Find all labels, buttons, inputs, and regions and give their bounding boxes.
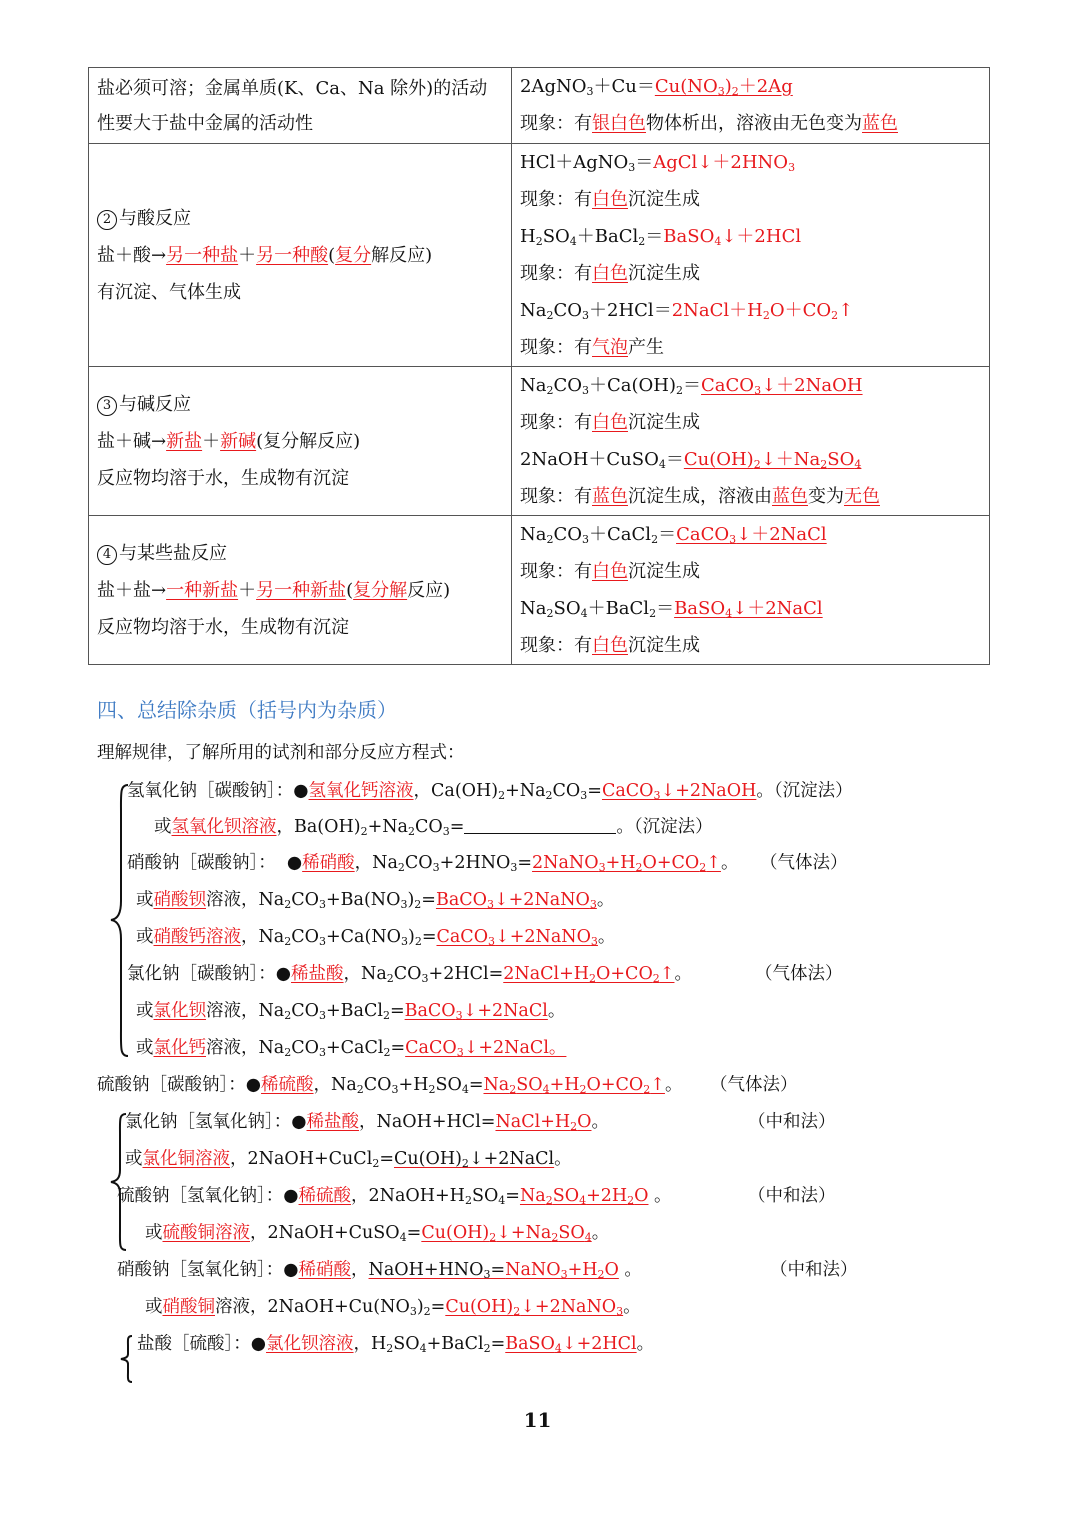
method-label: （中和法） [748,1186,836,1206]
purification-item: 或氢氧化钡溶液，$Ba(OH)_2+Na_2CO_3=$ 。（沉淀法） [154,817,713,838]
table-row [89,68,990,144]
condition-line: 性要大于盐中金属的活动性 [97,113,313,134]
method-label: （气体法） [710,1075,798,1095]
equation-line: $Na_2CO_3+Ca(OH)_2=CaCO_3↓+2NaOH$ [520,375,863,397]
circled-number: 2 [97,210,117,230]
intro-text: 理解规律，了解所用的试剂和部分反应方程式： [97,743,465,763]
purification-item: 硝酸钠［碳酸钠］： ●稀硝酸，$Na_2CO_3+2HNO_3=2NaNO_3+H_2O+CO_2↑$。 [127,853,739,874]
circled-number: 3 [97,396,117,416]
purification-item: 氯化钠［氢氧化钠］：●稀盐酸，$NaOH+HCl=NaCl+H_2O$。 [125,1112,609,1133]
purification-item: 氯化钠［碳酸钠］：●稀盐酸，$Na_2CO_3+2HCl=2NaCl+H_2O+CO_2↑$。 [127,964,692,985]
method-label: （气体法） [760,853,848,873]
condition-cell [89,367,512,516]
method-label: （中和法） [748,1112,836,1132]
table-row [89,516,990,665]
purification-item: 或氯化铜溶液，$2NaOH+CuCl_2=Cu(OH)_2↓+2NaCl$。 [125,1149,572,1170]
rule-line: 盐＋盐→一种新盐＋另一种新盐(复分解反应) [97,579,451,601]
equation-line: $H_2SO_4+BaCl_2=BaSO_4↓+2HCl$ [520,226,802,248]
equation-line: $HCl+AgNO_3=AgCl↓+2HNO_3$ [520,152,796,174]
reactions-table [88,67,990,665]
section-title: 2 与酸反应 [97,200,503,237]
purification-item: 或硝酸铜溶液，$2NaOH+Cu(NO_3)_2=Cu(OH)_2↓+2NaNO_3$。 [145,1297,641,1318]
condition-cell [89,144,512,367]
purification-item: 盐酸［硫酸］：●氯化钡溶液，$H_2SO_4+BaCl_2=BaSO_4↓+2HCl$。 [137,1334,655,1355]
equation-cell [512,68,990,144]
method-label: （中和法） [770,1260,858,1280]
purification-item: 硫酸钠［氢氧化钠］：●稀硫酸，$2NaOH+H_2SO_4=Na_2SO_4+2H_2O$ 。 [117,1186,672,1207]
purification-item: 硝酸钠［氢氧化钠］：●稀硝酸，$NaOH+HNO_3=NaNO_3+H_2O$ 。 [117,1260,642,1281]
purification-item: 或硝酸钡溶液，$Na_2CO_3+Ba(NO_3)_2=BaCO_3↓+2NaNO_3$。 [136,890,615,911]
observation-line: 现象：有银白色物体析出，溶液由无色变为蓝色 [520,113,898,134]
equation-cell [512,144,990,367]
equation-cell [512,516,990,665]
rule-line: 盐＋酸→另一种盐＋另一种酸(复分解反应) [97,244,433,266]
condition-cell [89,516,512,665]
purification-item: 或氯化钙溶液，$Na_2CO_3+CaCl_2=CaCO_3↓+2NaCl$。 [136,1038,567,1059]
method-label: （气体法） [755,964,843,984]
equation-cell [512,367,990,516]
purification-item: 或氯化钡溶液，$Na_2CO_3+BaCl_2=BaCO_3↓+2NaCl$。 [136,1001,566,1022]
condition-cell [89,68,512,144]
equation-line: $2AgNO_3+Cu=Cu(NO_3)_2+2Ag$ [520,76,793,98]
page-number: 11 [523,1408,552,1432]
condition-line: 盐必须可溶；金属单质(K、Ca、Na 除外)的活动 [97,78,488,99]
equation-line: $Na_2CO_3+2HCl=2NaCl+H_2O+CO_2↑$ [520,300,854,322]
brace-icon [118,1334,134,1384]
observation-line: 现象：有白色沉淀生成 [520,412,700,433]
section-title: 4 与某些盐反应 [97,535,503,572]
answer-blank [464,815,616,834]
observation-line: 现象：有白色沉淀生成 [520,561,700,582]
observation-line: 现象：有蓝色沉淀生成，溶液由蓝色变为无色 [520,486,880,507]
purification-item: 硫酸钠［碳酸钠］：●稀硫酸，$Na_2CO_3+H_2SO_4=Na_2SO_4+H_2O+CO_2↑$。 [97,1075,683,1096]
table-row [89,367,990,516]
purification-item: 或硫酸铜溶液，$2NaOH+CuSO_4=Cu(OH)_2↓+Na_2SO_4$。 [145,1223,610,1244]
note-line: 反应物均溶于水，生成物有沉淀 [97,467,349,489]
section-heading: 四、总结除杂质（括号内为杂质） [97,698,397,722]
observation-line: 现象：有白色沉淀生成 [520,189,700,210]
observation-line: 现象：有白色沉淀生成 [520,635,700,656]
equation-line: $2NaOH+CuSO_4=Cu(OH)_2↓+Na_2SO_4$ [520,449,862,471]
table-row [89,144,990,367]
rule-line: 盐＋碱→新盐＋新碱(复分解反应) [97,430,361,452]
brace-icon [108,783,130,1058]
note-line: 有沉淀、气体生成 [97,281,241,303]
observation-line: 现象：有气泡产生 [520,337,664,358]
equation-line: $Na_2CO_3+CaCl_2=CaCO_3↓+2NaCl$ [520,524,827,546]
purification-item: 或硝酸钙溶液，$Na_2CO_3+Ca(NO_3)_2=CaCO_3↓+2NaNO_3$。 [136,927,616,948]
section-title: 3 与碱反应 [97,386,503,423]
circled-number: 4 [97,545,117,565]
observation-line: 现象：有白色沉淀生成 [520,263,700,284]
equation-line: $Na_2SO_4+BaCl_2=BaSO_4↓+2NaCl$ [520,598,823,620]
purification-item: 氢氧化钠［碳酸钠］：●氢氧化钙溶液，$Ca(OH)_2+Na_2CO_3=CaCO_3↓+2NaOH$。（沉淀法） [127,781,853,802]
note-line: 反应物均溶于水，生成物有沉淀 [97,616,349,638]
